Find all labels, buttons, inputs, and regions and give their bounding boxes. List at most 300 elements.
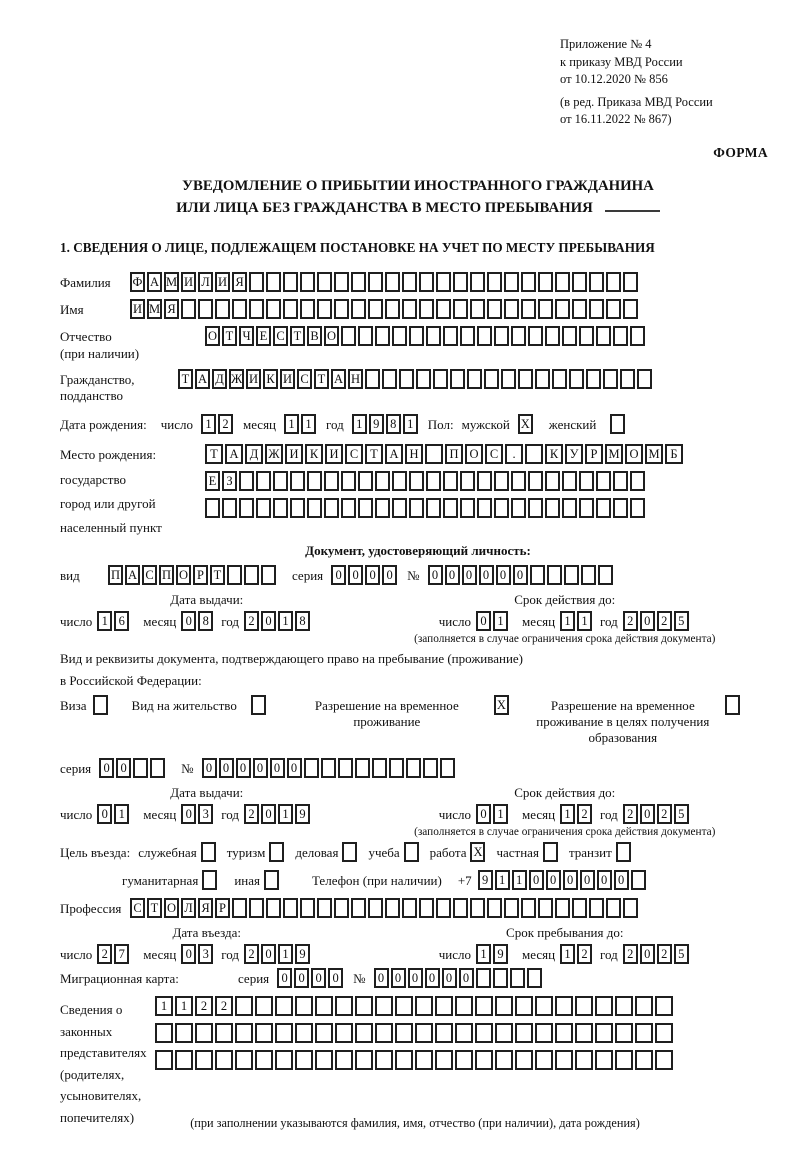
birthdate-year-boxes: [352, 414, 420, 434]
form-cell: [525, 444, 543, 464]
day-label: число: [438, 614, 471, 630]
form-cell: К: [263, 369, 278, 389]
valid2-day-boxes: [476, 804, 510, 824]
month-label: месяц: [143, 614, 177, 630]
appendix-line-4: (в ред. Приказа МВД России: [560, 94, 713, 109]
form-cell: З: [222, 471, 237, 491]
issue1-month-boxes: [181, 611, 215, 631]
form-cell: [355, 758, 370, 778]
sex-male-label: мужской: [461, 417, 510, 433]
form-cell: [341, 498, 356, 518]
form-cell: 5: [674, 611, 689, 631]
tourism-label: туризм: [226, 845, 266, 861]
form-cell: Ф: [130, 272, 145, 292]
stay-year-boxes: [623, 944, 691, 964]
form-cell: [562, 471, 577, 491]
legal-reps-line2-boxes: [155, 1023, 675, 1043]
form-cell: [595, 996, 613, 1016]
official-checkbox: [201, 842, 216, 862]
form-cell: [317, 898, 332, 918]
form-cell: [351, 272, 366, 292]
patronymic-label-l2: (при наличии): [60, 345, 140, 361]
form-cell: Б: [665, 444, 683, 464]
form-cell: 0: [476, 611, 491, 631]
form-cell: 0: [640, 804, 655, 824]
form-cell: [402, 272, 417, 292]
form-cell: [581, 565, 596, 585]
form-cell: 0: [97, 804, 112, 824]
form-cell: [205, 498, 220, 518]
legal-reps-note: (при заполнении указываются фамилия, имя, отчество (при наличии), дата рождения): [190, 1116, 640, 1131]
form-cell: [335, 1050, 353, 1070]
form-cell: [227, 565, 242, 585]
migration-number-boxes: [374, 968, 544, 988]
form-cell: [518, 369, 533, 389]
form-cell: 0: [496, 565, 511, 585]
valid1-title: Срок действия до:: [514, 592, 616, 608]
form-cell: Ч: [239, 326, 254, 346]
form-cell: [290, 471, 305, 491]
form-cell: 7: [114, 944, 129, 964]
form-cell: [630, 326, 645, 346]
issue2-month-boxes: [181, 804, 215, 824]
form-cell: [586, 369, 601, 389]
humanitarian-checkbox: [202, 870, 217, 890]
form-cell: П: [445, 444, 463, 464]
form-cell: М: [605, 444, 623, 464]
form-cell: [545, 326, 560, 346]
migration-card-row: [60, 968, 776, 988]
form-cell: [351, 898, 366, 918]
purpose-row: [60, 842, 776, 862]
birthplace-label-l2: государство: [60, 471, 126, 487]
form-cell: [494, 471, 509, 491]
form-cell: 5: [674, 804, 689, 824]
form-cell: [535, 369, 550, 389]
appendix-line-2: к приказу МВД России: [560, 54, 683, 69]
form-cell: О: [205, 326, 220, 346]
form-cell: И: [130, 299, 145, 319]
form-cell: [416, 369, 431, 389]
stay-day-boxes: [476, 944, 510, 964]
form-cell: [409, 326, 424, 346]
form-cell: [572, 299, 587, 319]
form-cell: [484, 369, 499, 389]
purpose-humanitarian: [122, 870, 219, 890]
form-cell: [419, 299, 434, 319]
form-cell: [635, 1050, 653, 1070]
form-cell: В: [307, 326, 322, 346]
form-cell: [355, 1050, 373, 1070]
form-cell: [535, 1023, 553, 1043]
form-cell: [443, 498, 458, 518]
form-cell: [358, 498, 373, 518]
form-cell: [527, 968, 542, 988]
form-cell: [215, 299, 230, 319]
form-cell: 0: [640, 611, 655, 631]
entry-year-boxes: [244, 944, 312, 964]
form-cell: [562, 498, 577, 518]
form-cell: [596, 471, 611, 491]
appendix-line-3: от 10.12.2020 № 856: [560, 72, 668, 86]
form-cell: [579, 326, 594, 346]
form-cell: [435, 996, 453, 1016]
form-cell: [249, 272, 264, 292]
visa-checkbox: [93, 695, 108, 715]
form-cell: [487, 898, 502, 918]
citizenship-row: [60, 369, 776, 405]
form-cell: [515, 1023, 533, 1043]
form-cell: М: [147, 299, 162, 319]
form-cell: [195, 1023, 213, 1043]
form-cell: К: [545, 444, 563, 464]
form-cell: [334, 272, 349, 292]
year-label: год: [600, 614, 618, 630]
form-cell: [317, 299, 332, 319]
form-cell: [395, 996, 413, 1016]
month-label: месяц: [522, 614, 556, 630]
form-cell: [399, 369, 414, 389]
patronymic-label-l1: Отчество: [60, 329, 112, 345]
form-cell: 1: [278, 804, 293, 824]
work-checkbox: X: [470, 842, 485, 862]
identity-number-label: №: [407, 568, 420, 584]
form-cell: 0: [311, 968, 326, 988]
form-cell: [443, 326, 458, 346]
form-cell: [275, 1023, 293, 1043]
form-cell: 2: [244, 804, 259, 824]
patronymic-boxes: [205, 326, 647, 346]
form-cell: 9: [369, 414, 384, 434]
form-cell: И: [285, 444, 303, 464]
valid1-note: (заполняется в случае ограничения срока действия документа): [414, 633, 716, 646]
form-cell: [552, 369, 567, 389]
form-cell: [358, 471, 373, 491]
form-cell: [630, 498, 645, 518]
form-cell: [477, 471, 492, 491]
form-cell: 1: [278, 944, 293, 964]
form-cell: [249, 898, 264, 918]
birthdate-row: [60, 414, 776, 434]
form-cell: [515, 996, 533, 1016]
temp-residence-education-label: Разрешение на временное проживание в целях получения образования: [536, 698, 710, 746]
purpose-official: [138, 842, 218, 862]
form-cell: [575, 1023, 593, 1043]
form-cell: М: [164, 272, 179, 292]
form-cell: [440, 758, 455, 778]
form-cell: И: [280, 369, 295, 389]
form-cell: [493, 968, 508, 988]
form-cell: [335, 1023, 353, 1043]
issue1-day-boxes: [97, 611, 131, 631]
form-cell: 0: [479, 565, 494, 585]
form-cell: [470, 299, 485, 319]
form-cell: [596, 498, 611, 518]
form-cell: [307, 471, 322, 491]
form-cell: 6: [114, 611, 129, 631]
work-label: работа: [429, 845, 467, 861]
form-cell: Е: [256, 326, 271, 346]
form-cell: [564, 565, 579, 585]
form-cell: 9: [493, 944, 508, 964]
form-cell: [530, 565, 545, 585]
visa-label: Виза: [60, 698, 87, 714]
form-cell: [256, 498, 271, 518]
form-cell: Е: [205, 471, 220, 491]
purpose-study: [368, 842, 420, 862]
form-cell: Я: [198, 898, 213, 918]
form-cell: 0: [261, 611, 276, 631]
form-cell: [535, 1050, 553, 1070]
identity-number-boxes: [428, 565, 615, 585]
form-cell: А: [125, 565, 140, 585]
form-cell: [589, 898, 604, 918]
form-cell: Л: [198, 272, 213, 292]
form-cell: [423, 758, 438, 778]
form-cell: 0: [529, 870, 544, 890]
form-cell: [256, 471, 271, 491]
form-cell: [385, 272, 400, 292]
firstname-row: [60, 299, 776, 319]
form-cell: [375, 996, 393, 1016]
legal-reps-line1-boxes: [155, 996, 675, 1016]
form-cell: 0: [294, 968, 309, 988]
residence-series-row: [60, 758, 776, 778]
form-cell: 0: [546, 870, 561, 890]
form-cell: [409, 498, 424, 518]
phone-boxes: [478, 870, 648, 890]
residence-permit-label: Вид на жительство: [131, 698, 237, 714]
temp-residence-checkbox: X: [494, 695, 509, 715]
sex-male-checkbox: X: [518, 414, 533, 434]
identity-doc-heading: Документ, удостоверяющий личность:: [305, 543, 531, 559]
form-cell: [155, 1050, 173, 1070]
form-cell: [392, 498, 407, 518]
tourism-checkbox: [269, 842, 284, 862]
month-label: месяц: [143, 947, 177, 963]
form-cell: [453, 299, 468, 319]
form-cell: [321, 758, 336, 778]
form-cell: 0: [513, 565, 528, 585]
form-cell: [283, 272, 298, 292]
birthplace-label: [60, 444, 205, 536]
valid2-group: [354, 785, 776, 838]
form-cell: [372, 758, 387, 778]
form-cell: 2: [577, 804, 592, 824]
temp-residence-education-checkbox: [725, 695, 740, 715]
form-cell: [443, 471, 458, 491]
purpose-business: [295, 842, 359, 862]
form-cell: 8: [386, 414, 401, 434]
issue2-day-boxes: [97, 804, 131, 824]
form-cell: [435, 1023, 453, 1043]
form-cell: 1: [512, 870, 527, 890]
form-cell: [521, 299, 536, 319]
form-cell: Т: [290, 326, 305, 346]
form-cell: Т: [210, 565, 225, 585]
form-cell: [555, 1023, 573, 1043]
form-cell: [615, 1050, 633, 1070]
form-cell: [455, 1050, 473, 1070]
residence-series-boxes: [99, 758, 167, 778]
purpose-private: [496, 842, 559, 862]
residence-doc-line1: Вид и реквизиты документа, подтверждающего право на пребывание (проживание): [60, 651, 524, 667]
form-cell: Н: [405, 444, 423, 464]
identity-series-label: серия: [292, 568, 324, 584]
form-cell: Р: [193, 565, 208, 585]
valid1-day-boxes: [476, 611, 510, 631]
form-cell: 5: [674, 944, 689, 964]
migration-number-label: №: [353, 971, 366, 987]
residence-opt-temp-residence: [292, 695, 511, 730]
form-cell: Н: [348, 369, 363, 389]
residence-options-row: [60, 695, 776, 746]
form-cell: О: [176, 565, 191, 585]
form-cell: 1: [493, 611, 508, 631]
form-cell: О: [465, 444, 483, 464]
form-cell: [487, 299, 502, 319]
form-cell: [389, 758, 404, 778]
other-checkbox: [264, 870, 279, 890]
form-cell: 0: [462, 565, 477, 585]
purpose-label: Цель въезда:: [60, 845, 131, 861]
form-cell: [655, 996, 673, 1016]
official-label: служебная: [138, 845, 197, 861]
form-cell: 0: [459, 968, 474, 988]
valid1-year-boxes: [623, 611, 691, 631]
form-cell: [175, 1023, 193, 1043]
form-cell: [304, 758, 319, 778]
birthdate-label: Дата рождения:: [60, 417, 147, 433]
private-checkbox: [543, 842, 558, 862]
form-cell: [562, 326, 577, 346]
form-cell: [635, 1023, 653, 1043]
form-cell: [606, 898, 621, 918]
form-cell: [511, 498, 526, 518]
form-title-line2-wrap: [60, 197, 776, 220]
form-cell: 1: [493, 804, 508, 824]
form-cell: [545, 471, 560, 491]
form-cell: [620, 369, 635, 389]
patronymic-row: [60, 326, 776, 362]
entry-dates-row: [60, 925, 776, 964]
form-cell: 0: [331, 565, 346, 585]
form-cell: [426, 471, 441, 491]
form-cell: 2: [623, 804, 638, 824]
form-cell: Я: [164, 299, 179, 319]
form-cell: Т: [147, 898, 162, 918]
form-cell: О: [164, 898, 179, 918]
form-cell: [528, 326, 543, 346]
residence-opt-temp-residence-education: [533, 695, 740, 746]
form-cell: 2: [577, 944, 592, 964]
form-cell: 1: [495, 870, 510, 890]
phone-prefix: +7: [457, 873, 472, 889]
birthplace-label-l3: город или другой: [60, 495, 156, 511]
form-cell: [415, 996, 433, 1016]
form-cell: [623, 299, 638, 319]
issue1-title: Дата выдачи:: [170, 592, 244, 608]
form-cell: [615, 1023, 633, 1043]
form-cell: [368, 272, 383, 292]
form-cell: [555, 272, 570, 292]
form-cell: [222, 498, 237, 518]
form-cell: [409, 471, 424, 491]
form-cell: 0: [181, 804, 196, 824]
form-cell: [235, 1023, 253, 1043]
purpose-transit: [569, 842, 631, 862]
form-cell: И: [325, 444, 343, 464]
form-cell: [528, 471, 543, 491]
form-cell: [181, 299, 196, 319]
form-cell: [436, 898, 451, 918]
form-cell: [324, 498, 339, 518]
form-cell: 0: [382, 565, 397, 585]
form-cell: У: [565, 444, 583, 464]
entry-date-group: [60, 925, 354, 964]
form-cell: О: [625, 444, 643, 464]
form-cell: [295, 1050, 313, 1070]
form-cell: [426, 498, 441, 518]
form-cell: Д: [212, 369, 227, 389]
form-cell: [575, 996, 593, 1016]
form-cell: 2: [623, 611, 638, 631]
form-cell: 0: [270, 758, 285, 778]
valid2-month-boxes: [560, 804, 594, 824]
form-cell: 0: [181, 611, 196, 631]
form-cell: [595, 1023, 613, 1043]
form-cell: [307, 498, 322, 518]
firstname-label: Имя: [60, 302, 84, 318]
form-cell: 9: [295, 944, 310, 964]
form-cell: [235, 996, 253, 1016]
residence-number-label: №: [181, 761, 194, 777]
purpose-work: [430, 842, 488, 862]
form-cell: 1: [201, 414, 216, 434]
issue1-group: [60, 592, 354, 645]
transit-checkbox: [616, 842, 631, 862]
valid2-title: Срок действия до:: [514, 785, 616, 801]
form-cell: П: [108, 565, 123, 585]
business-checkbox: [342, 842, 357, 862]
form-cell: 1: [577, 611, 592, 631]
form-cell: [275, 996, 293, 1016]
form-cell: [504, 898, 519, 918]
form-cell: [510, 968, 525, 988]
form-cell: [555, 1050, 573, 1070]
form-cell: Т: [222, 326, 237, 346]
form-cell: [596, 326, 611, 346]
migration-series-label: серия: [238, 971, 270, 987]
form-cell: [555, 299, 570, 319]
purpose-row2: [122, 870, 776, 890]
form-cell: [419, 898, 434, 918]
stay-until-group: [354, 925, 776, 964]
stay-until-title: Срок пребывания до:: [506, 925, 624, 941]
form-cell: 0: [563, 870, 578, 890]
form-cell: [300, 898, 315, 918]
form-cell: [655, 1023, 673, 1043]
form-cell: 0: [219, 758, 234, 778]
form-cell: [368, 299, 383, 319]
form-cell: 1: [278, 611, 293, 631]
form-cell: [475, 1023, 493, 1043]
form-cell: С: [273, 326, 288, 346]
form-cell: [511, 326, 526, 346]
form-cell: [255, 1050, 273, 1070]
form-cell: Д: [245, 444, 263, 464]
title-blank-underline: [605, 210, 660, 212]
